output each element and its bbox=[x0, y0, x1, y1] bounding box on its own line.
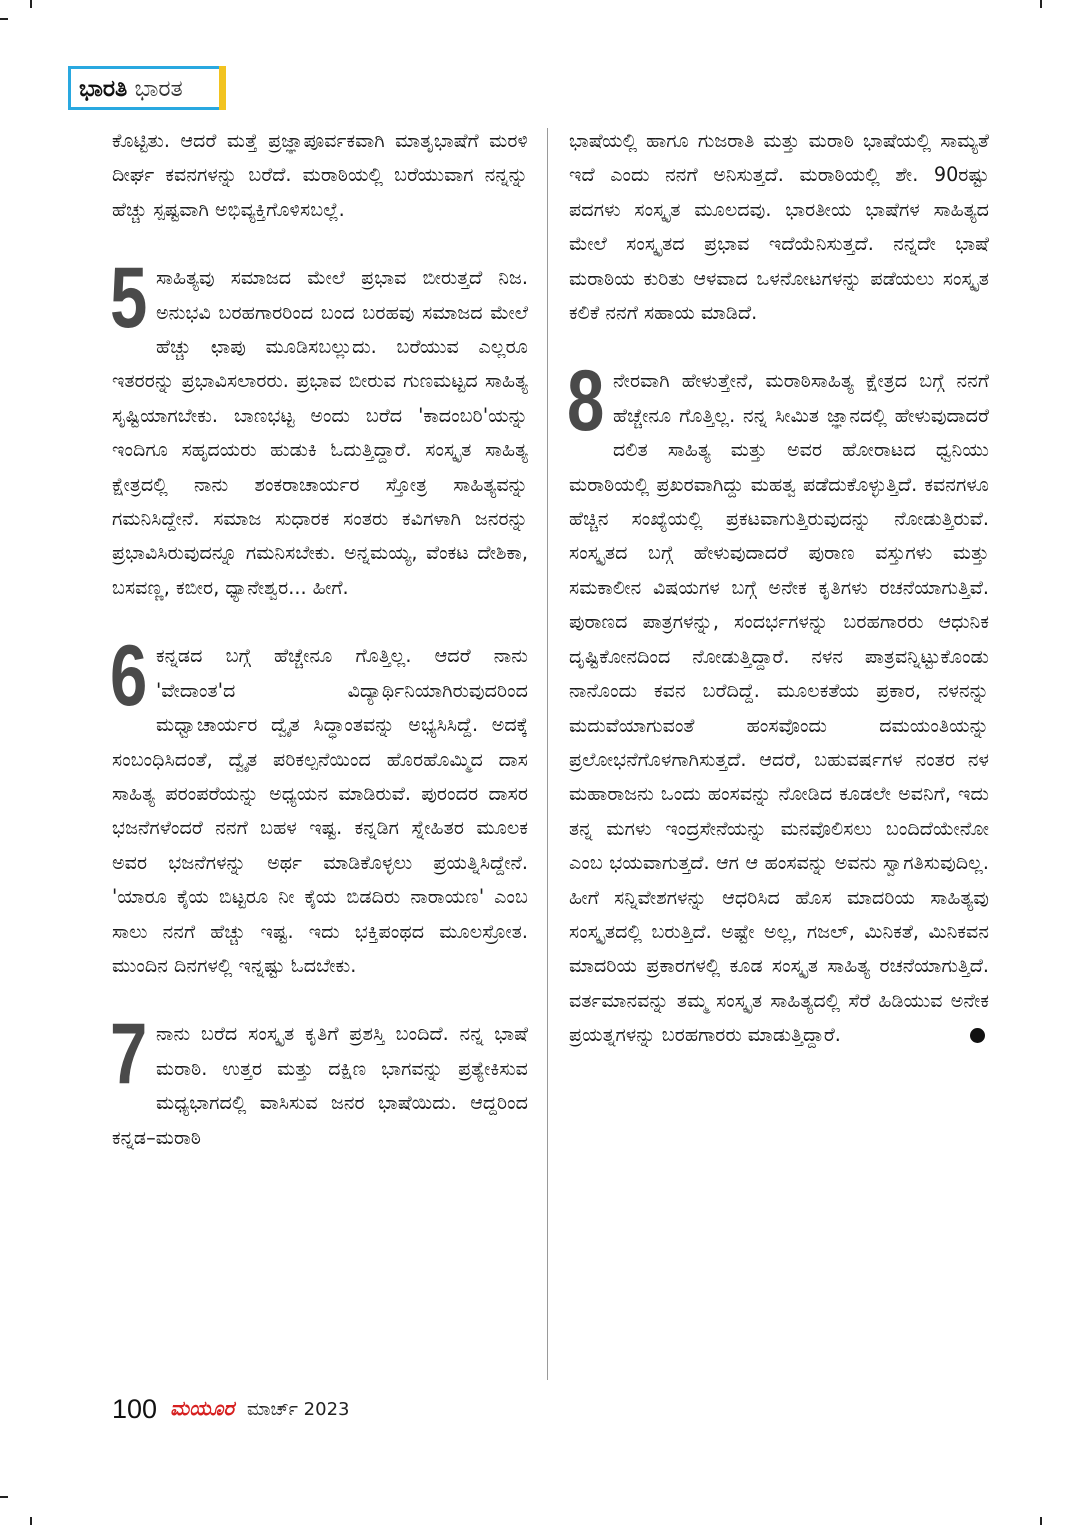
left-column bbox=[112, 124, 528, 1155]
magazine-logo: ಮಯೂರ bbox=[170, 1398, 234, 1420]
paragraph-continued: ಕೊಟ್ಟಿತು. ಆದರೆ ಮತ್ತೆ ಪ್ರಜ್ಞಾಪೂರ್ವಕವಾಗಿ ಮಾತೃಭಾಷೆಗೆ ಮರಳಿ ದೀರ್ಘ ಕವನಗಳನ್ನು ಬರೆದೆ. ಮರಾಠಿಯಲ್ಲಿ ಬರೆಯುವಾಗ ನನ್ನನ್ನು ಹೆಚ್ಚು ಸ್ಪಷ್ಟವಾಗಿ ಅಭಿವ್ಯಕ್ತಿಗೊಳಿಸಬಲ್ಲೆ. bbox=[112, 129, 528, 221]
drop-cap-number: 8 bbox=[567, 353, 605, 450]
answer-5-text: ಸಾಹಿತ್ಯವು ಸಮಾಜದ ಮೇಲೆ ಪ್ರಭಾವ ಬೀರುತ್ತದೆ ನಿಜ. ಅನುಭವಿ ಬರಹಗಾರರಿಂದ ಬಂದ ಬರಹವು ಸಮಾಜದ ಮೇಲೆ ಹೆಚ್ಚು ಛಾಪು ಮೂಡಿಸಬಲ್ಲುದು. ಬರೆಯುವ ಎಲ್ಲರೂ ಇತರರನ್ನು ಪ್ರಭಾವಿಸಲಾರರು. ಪ್ರಭಾವ ಬೀರುವ ಗುಣಮಟ್ಟದ ಸಾಹಿತ್ಯ ಸೃಷ್ಟಿಯಾಗಬೇಕು. ಬಾಣಭಟ್ಟ ಅಂದು ಬರೆದ 'ಕಾದಂಬರಿ'ಯನ್ನು ಇಂದಿಗೂ ಸಹೃದಯರು ಹುಡುಕಿ ಓದುತ್ತಿದ್ದಾರೆ. ಸಂಸ್ಕೃತ ಸಾಹಿತ್ಯ ಕ್ಷೇತ್ರದಲ್ಲಿ ನಾನು ಶಂಕರಾಚಾರ್ಯರ ಸ್ತೋತ್ರ ಸಾಹಿತ್ಯವನ್ನು ಗಮನಿಸಿದ್ದೇನೆ. ಸಮಾಜ ಸುಧಾರಕ ಸಂತರು ಕವಿಗಳಾಗಿ ಜನರನ್ನು ಪ್ರಭಾವಿಸಿರುವುದನ್ನೂ ಗಮನಿಸಬೇಕು. ಅನ್ನಮಯ್ಯ, ವೆಂಕಟ ದೇಶಿಕಾ, ಬಸವಣ್ಣ, ಕಬೀರ, ಧ್ಯಾನೇಶ್ವರ... ಹೀಗೆ. bbox=[112, 266, 528, 599]
answer-8 bbox=[567, 353, 989, 1052]
section-title bbox=[79, 74, 183, 104]
crop-mark bbox=[0, 18, 8, 20]
crop-mark bbox=[30, 1517, 32, 1525]
crop-mark bbox=[30, 0, 32, 8]
page-footer bbox=[112, 1394, 349, 1430]
drop-cap-number: 6 bbox=[110, 628, 148, 725]
crop-mark bbox=[0, 1496, 8, 1498]
answer-8-text: ನೇರವಾಗಿ ಹೇಳುತ್ತೇನೆ, ಮರಾಠಿಸಾಹಿತ್ಯ ಕ್ಷೇತ್ರದ ಬಗ್ಗೆ ನನಗೆ ಹೆಚ್ಚೇನೂ ಗೊತ್ತಿಲ್ಲ. ನನ್ನ ಸೀಮಿತ ಜ್ಞಾನದಲ್ಲಿ ಹೇಳುವುದಾದರೆ ದಲಿತ ಸಾಹಿತ್ಯ ಮತ್ತು ಅವರ ಹೋರಾಟದ ಧ್ವನಿಯು ಮರಾಠಿಯಲ್ಲಿ ಪ್ರಖರವಾಗಿದ್ದು ಮಹತ್ವ ಪಡೆದುಕೊಳ್ಳುತ್ತಿದೆ. ಕವನಗಳೂ ಹೆಚ್ಚಿನ ಸಂಖ್ಯೆಯಲ್ಲಿ ಪ್ರಕಟವಾಗುತ್ತಿರುವುದನ್ನು ನೋಡುತ್ತಿರುವೆ. ಸಂಸ್ಕೃತದ ಬಗ್ಗೆ ಹೇಳುವುದಾದರೆ ಪುರಾಣ ವಸ್ತುಗಳು ಮತ್ತು ಸಮಕಾಲೀನ ವಿಷಯಗಳ ಬಗ್ಗೆ ಅನೇಕ ಕೃತಿಗಳು ರಚನೆಯಾಗುತ್ತಿವೆ. ಪುರಾಣದ ಪಾತ್ರಗಳನ್ನು, ಸಂದರ್ಭಗಳನ್ನು ಬರಹಗಾರರು ಆಧುನಿಕ ದೃಷ್ಟಿಕೋನದಿಂದ ನೋಡುತ್ತಿದ್ದಾರೆ. ನಳನ ಪಾತ್ರವನ್ನಿಟ್ಟುಕೊಂಡು ನಾನೊಂದು ಕವನ ಬರೆದಿದ್ದೆ. ಮೂಲಕತೆಯ ಪ್ರಕಾರ, ನಳನನ್ನು ಮದುವೆಯಾಗುವಂತೆ ಹಂಸವೊಂದು ದಮಯಂತಿಯನ್ನು ಪ್ರಲೋಭನೆಗೊಳಗಾಗಿಸುತ್ತದೆ. ಆದರೆ, ಬಹುವರ್ಷಗಳ ನಂತರ ನಳ ಮಹಾರಾಜನು ಒಂದು ಹಂಸವನ್ನು ನೋಡಿದ ಕೂಡಲೇ ಅವನಿಗೆ, ಇದು ತನ್ನ ಮಗಳು ಇಂದ್ರಸೇನೆಯನ್ನು ಮನವೊಲಿಸಲು ಬಂದಿದೆಯೇನೋ ಎಂಬ ಭಯವಾಗುತ್ತದೆ. ಆಗ ಆ ಹಂಸವನ್ನು ಅವನು ಸ್ವಾಗತಿಸುವುದಿಲ್ಲ. ಹೀಗೆ ಸನ್ನಿವೇಶಗಳನ್ನು ಆಧರಿಸಿದ ಹೊಸ ಮಾದರಿಯ ಸಾಹಿತ್ಯವು ಸಂಸ್ಕೃತದಲ್ಲಿ ಬರುತ್ತಿದೆ. ಅಷ್ಟೇ ಅಲ್ಲ, ಗಜಲ್, ಮಿನಿಕತೆ, ಮಿನಿಕವನ ಮಾದರಿಯ ಪ್ರಕಾರಗಳಲ್ಲಿ ಕೂಡ ಸಂಸ್ಕೃತ ಸಾಹಿತ್ಯ ರಚನೆಯಾಗುತ್ತಿದೆ. ವರ್ತಮಾನವನ್ನು ತಮ್ಮ ಸಂಸ್ಕೃತ ಸಾಹಿತ್ಯದಲ್ಲಿ ಸೆರೆ ಹಿಡಿಯುವ ಅನೇಕ ಪ್ರಯತ್ನಗಳನ್ನು ಬರಹಗಾರರು ಮಾಡುತ್ತಿದ್ದಾರೆ. bbox=[569, 369, 989, 1047]
end-of-article-mark bbox=[970, 1028, 985, 1043]
paragraph-continued: ಭಾಷೆಯಲ್ಲಿ ಹಾಗೂ ಗುಜರಾತಿ ಮತ್ತು ಮರಾಠಿ ಭಾಷೆಯಲ್ಲಿ ಸಾಮ್ಯತೆ ಇದೆ ಎಂದು ನನಗೆ ಅನಿಸುತ್ತದೆ. ಮರಾಠಿಯಲ್ಲಿ ಶೇ. 90ರಷ್ಟು ಪದಗಳು ಸಂಸ್ಕೃತ ಮೂಲದವು. ಭಾರತೀಯ ಭಾಷೆಗಳ ಸಾಹಿತ್ಯದ ಮೇಲೆ ಸಂಸ್ಕೃತದ ಪ್ರಭಾವ ಇದೆಯೆನಿಸುತ್ತದೆ. ನನ್ನದೇ ಭಾಷೆ ಮರಾಠಿಯ ಕುರಿತು ಆಳವಾದ ಒಳನೋಟಗಳನ್ನು ಪಡೆಯಲು ಸಂಸ್ಕೃತ ಕಲಿಕೆ ನನಗೆ ಸಹಾಯ ಮಾಡಿದೆ. bbox=[569, 129, 989, 325]
crop-mark bbox=[1040, 1517, 1042, 1525]
column-divider bbox=[547, 128, 548, 1380]
answer-6 bbox=[110, 628, 528, 983]
section-title-bold: ಭಾರತಿ bbox=[79, 76, 128, 102]
crop-mark bbox=[1040, 0, 1042, 8]
right-column bbox=[569, 124, 989, 1053]
answer-6-text: ಕನ್ನಡದ ಬಗ್ಗೆ ಹೆಚ್ಚೇನೂ ಗೊತ್ತಿಲ್ಲ. ಆದರೆ ನಾನು 'ವೇದಾಂತ'ದ ವಿದ್ಯಾರ್ಥಿನಿಯಾಗಿರುವುದರಿಂದ ಮಧ್ವಾಚಾರ್ಯರ ದ್ವೈತ ಸಿದ್ಧಾಂತವನ್ನು ಅಭ್ಯಸಿಸಿದ್ದೆ. ಅದಕ್ಕೆ ಸಂಬಂಧಿಸಿದಂತೆ, ದ್ವೈತ ಪರಿಕಲ್ಪನೆಯಿಂದ ಹೊರಹೊಮ್ಮಿದ ದಾಸ ಸಾಹಿತ್ಯ ಪರಂಪರೆಯನ್ನು ಅಧ್ಯಯನ ಮಾಡಿರುವೆ. ಪುರಂದರ ದಾಸರ ಭಜನೆಗಳೆಂದರೆ ನನಗೆ ಬಹಳ ಇಷ್ಟ. ಕನ್ನಡಿಗ ಸ್ನೇಹಿತರ ಮೂಲಕ ಅವರ ಭಜನೆಗಳನ್ನು ಅರ್ಥ ಮಾಡಿಕೊಳ್ಳಲು ಪ್ರಯತ್ನಿಸಿದ್ದೇನೆ. 'ಯಾರೂ ಕೈಯ ಬಿಟ್ಟರೂ ನೀ ಕೈಯ ಬಿಡದಿರು ನಾರಾಯಣ' ಎಂಬ ಸಾಲು ನನಗೆ ಹೆಚ್ಚು ಇಷ್ಟ. ಇದು ಭಕ್ತಿಪಂಥದ ಮೂಲಸ್ರೋತ. ಮುಂದಿನ ದಿನಗಳಲ್ಲಿ ಇನ್ನಷ್ಟು ಓದಬೇಕು. bbox=[112, 644, 528, 977]
issue-date: ಮಾರ್ಚ್ 2023 bbox=[247, 1399, 350, 1420]
answer-7-text: ನಾನು ಬರೆದ ಸಂಸ್ಕೃತ ಕೃತಿಗೆ ಪ್ರಶಸ್ತಿ ಬಂದಿದೆ. ನನ್ನ ಭಾಷೆ ಮರಾಠಿ. ಉತ್ತರ ಮತ್ತು ದಕ್ಷಿಣ ಭಾಗವನ್ನು ಪ್ರತ್ಯೇಕಿಸುವ ಮಧ್ಯಭಾಗದಲ್ಲಿ ವಾಸಿಸುವ ಜನರ ಭಾಷೆಯಿದು. ಆದ್ದರಿಂದ ಕನ್ನಡ–ಮರಾಠಿ bbox=[112, 1022, 528, 1149]
answer-7 bbox=[110, 1006, 528, 1155]
drop-cap-number: 7 bbox=[110, 1006, 148, 1103]
page-number: 100 bbox=[112, 1394, 158, 1424]
section-tab bbox=[68, 66, 226, 110]
drop-cap-number: 5 bbox=[110, 250, 148, 347]
answer-5 bbox=[110, 250, 528, 605]
section-title-light: ಭಾರತ bbox=[134, 76, 183, 102]
